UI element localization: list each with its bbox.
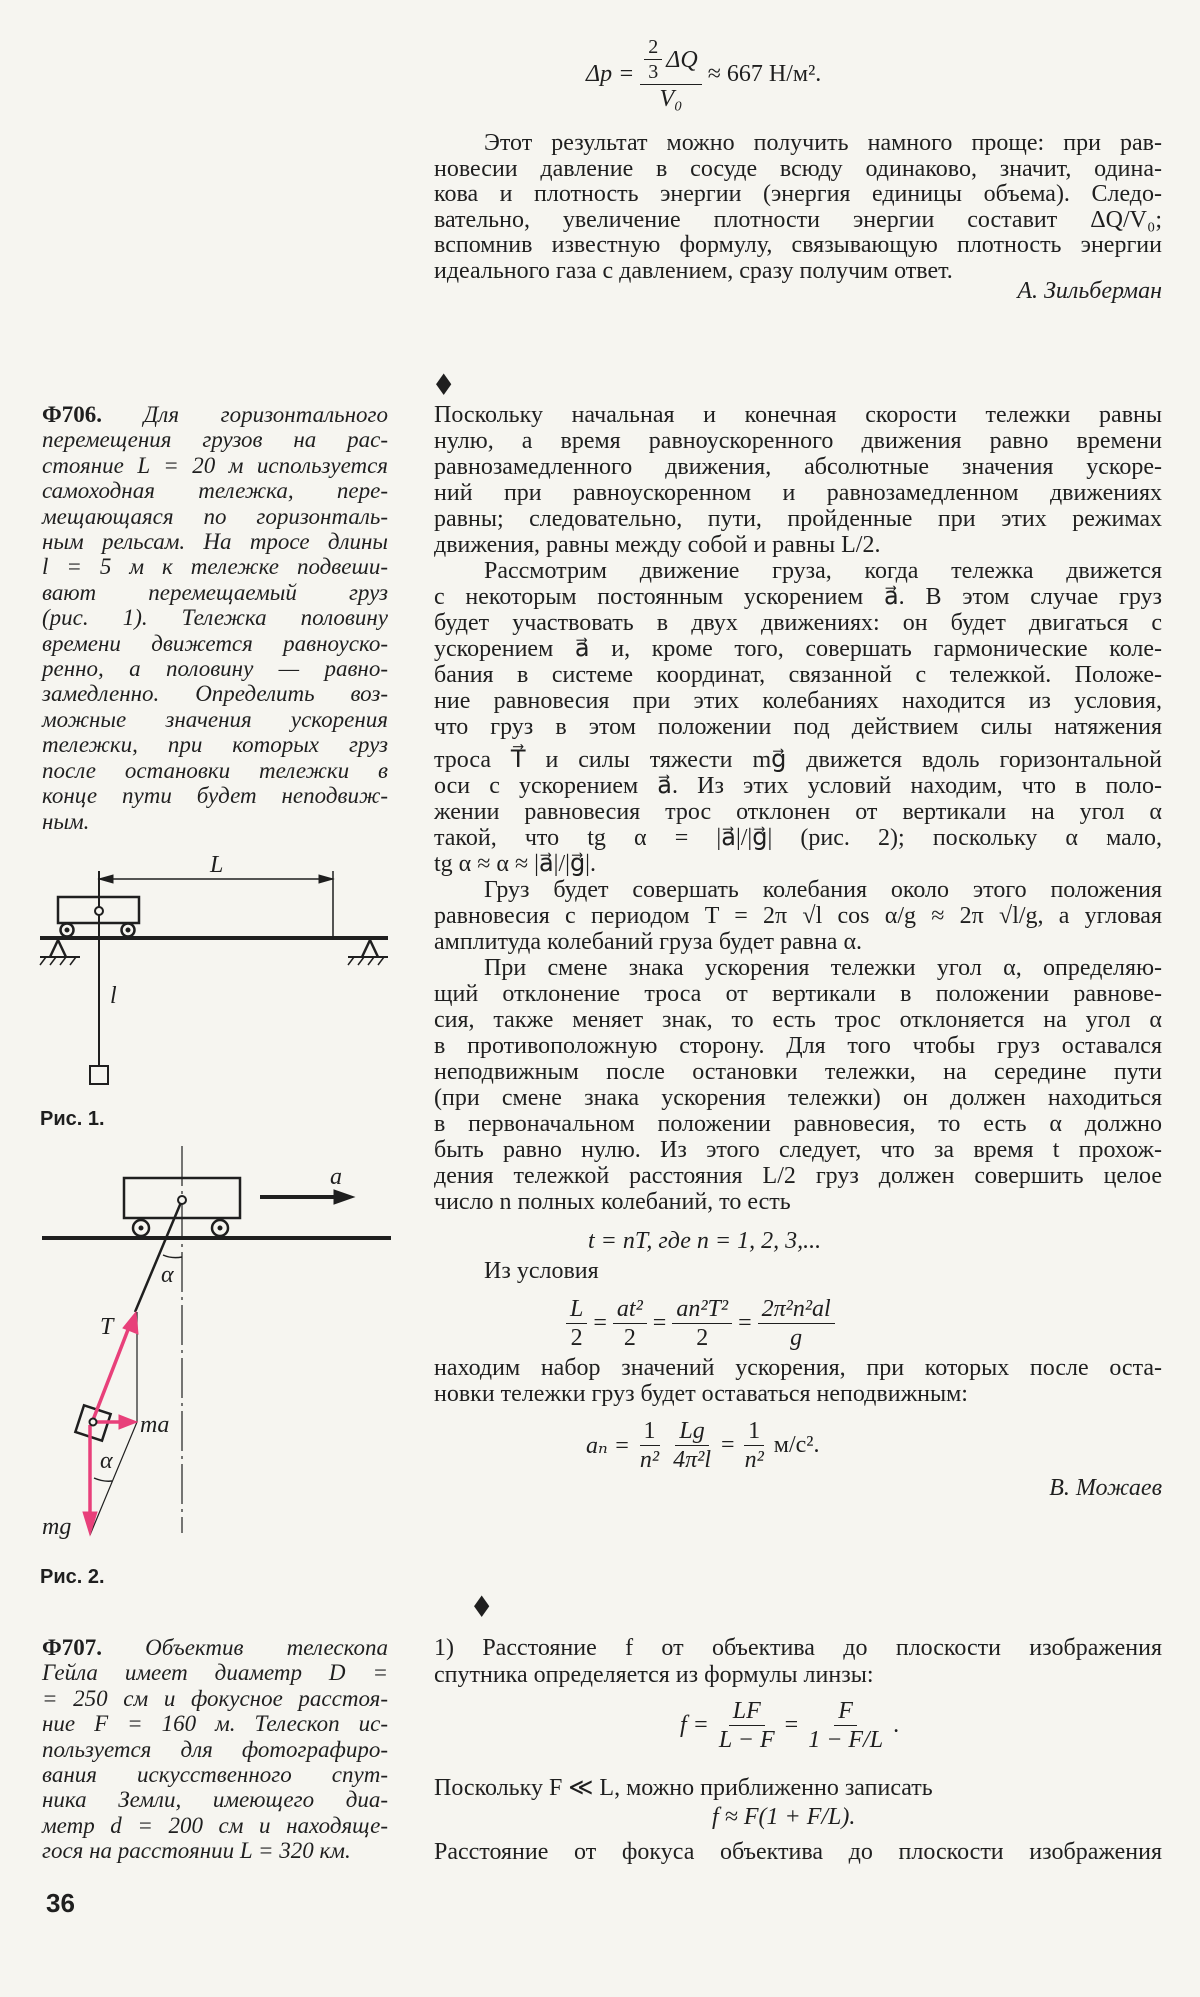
text-line-content: ускорением a⃗ и, кроме того, совершать гармонические коле-	[434, 636, 1162, 662]
text-line	[42, 1635, 388, 1660]
text-line-content: конце пути будет неподвиж-	[42, 783, 388, 809]
text-line	[434, 1189, 1162, 1215]
text-line-content: самоходная тележка, пере-	[42, 478, 388, 504]
text-line-content: пользуется для фотографиро-	[42, 1736, 388, 1762]
text-line-content: Поскольку F ≪ L, можно приближенно записать	[434, 1775, 933, 1801]
text-line	[434, 532, 1162, 558]
page-number: 36	[46, 1888, 75, 1918]
label-l: l	[110, 983, 117, 1009]
figures	[0, 0, 420, 1600]
text-line	[434, 480, 1162, 506]
text-line-content: троса T⃗ и силы тяжести mg⃗ движется вдоль горизонтальной	[434, 747, 1162, 773]
diamond-icon: ◆	[474, 1589, 490, 1621]
text-line	[434, 955, 1162, 981]
diamond-icon: ◆	[436, 367, 452, 399]
text-line	[434, 1137, 1162, 1163]
text-line-content: Этот результат можно получить намного проще: при рав-	[484, 130, 1162, 156]
text-line	[434, 157, 1162, 183]
text-line-content: ника Земли, имеющего диа-	[42, 1787, 388, 1813]
text-line	[42, 1737, 388, 1762]
problem-number: Ф706.	[42, 402, 103, 427]
text-line	[434, 1007, 1162, 1033]
text-line-content: ние равновесия при этих колебаниях находится из условия,	[434, 688, 1162, 714]
text-line-content: нулю, а время равноускоренного движения равно времени	[434, 428, 1162, 454]
text-line-content: быть равно нулю. Из этого следует, что за время t прохож-	[434, 1137, 1162, 1163]
text-line-content: перемещения грузов на рас-	[42, 427, 388, 453]
text-line-content: вают перемещаемый груз	[42, 579, 388, 605]
text-line	[434, 233, 1162, 259]
text-line-content: равнозамедленного движения, абсолютные значения ускоре-	[434, 454, 1162, 480]
text-line	[42, 1762, 388, 1787]
figure-2	[42, 1146, 391, 1535]
text-line-content: ренно, а половину — равно-	[42, 656, 388, 682]
text-line	[434, 1635, 1162, 1662]
text-line-content: При смене знака ускорения тележки угол α, определяю-	[484, 955, 1162, 981]
solution-707-text	[434, 1635, 1162, 1689]
text-line-content: неподвижным после остановки тележки, на середине пути	[434, 1059, 1162, 1085]
text-line-content: Для горизонтального	[102, 402, 388, 427]
text-line-content: движения, равны между собой и равны L/2.	[434, 532, 881, 558]
text-line	[434, 851, 1162, 877]
text-line-content: дения тележкой расстояния L/2 груз должен совершить целое	[434, 1163, 1162, 1189]
text-line	[434, 1085, 1162, 1111]
text-line	[434, 877, 1162, 903]
text-line	[434, 1662, 1162, 1689]
text-line	[42, 1711, 388, 1736]
text-line-content: жении равновесия трос отклонен от вертикали на угол α	[434, 799, 1162, 825]
text-line-content: будет участвовать в двух движениях: он будет двигаться с	[434, 610, 1162, 636]
text-line	[434, 714, 1162, 740]
formula-a-n: aₙ = $\frac{1}{\text{n²}}$ $\frac{Lg}{\text{4π²l}}$ = $\frac{1}{\text{n²}}$ м/с².	[586, 1418, 820, 1473]
text-line	[434, 428, 1162, 454]
text-line-content: что груз в этом положении под действием силы натяжения	[434, 714, 1162, 740]
text-line-content: замедленно. Определить воз-	[42, 681, 388, 707]
text-line-content: (при смене знака ускорения тележки) он должен находиться	[434, 1085, 1162, 1111]
text-line	[434, 1839, 1162, 1865]
text-line-content: tg α ≈ α ≈ |a⃗|/|g⃗|.	[434, 851, 596, 877]
text-line	[434, 1775, 1162, 1801]
text-line-content: Поскольку начальная и конечная скорости тележки равны	[434, 402, 1162, 428]
text-line-content: новесии давление в сосуде всюду одинаково, значит, одина-	[434, 155, 1162, 182]
solution-706-text	[434, 402, 1162, 1215]
text-line	[42, 1686, 388, 1711]
label-alpha-top: α	[161, 1262, 174, 1288]
text-line	[434, 662, 1162, 688]
label-a-vector: a⃗	[330, 1164, 361, 1190]
figure-1	[40, 871, 388, 1084]
solution-707-text-2	[434, 1775, 1162, 1801]
text-line-content: новки тележки груз будет оставаться неподвижным:	[434, 1381, 968, 1407]
label-T-vector: T⃗	[100, 1314, 133, 1340]
text-line	[42, 1787, 388, 1812]
text-line	[434, 584, 1162, 610]
text-line	[434, 799, 1162, 825]
text-line-content: Объектив телескопа	[102, 1635, 388, 1660]
text-line-content: амплитуда колебаний груза будет равна α.	[434, 929, 863, 955]
result-706-text	[434, 1355, 1162, 1407]
text-line-content: вспомнив известную формулу, связывающую плотность энергии	[434, 232, 1162, 259]
text-line-content: в противоположную сторону. Для того чтобы груз оставался	[434, 1033, 1162, 1059]
text-line-content: Груз будет совершать колебания около этого положения	[484, 877, 1162, 903]
text-line-content: после остановки тележки в	[42, 757, 388, 783]
text-line	[434, 131, 1162, 157]
text-line	[434, 773, 1162, 799]
text-line	[42, 1660, 388, 1685]
text-line-content: стояние L = 20 м используется	[42, 452, 388, 478]
text-line	[434, 747, 1162, 773]
text-line-content: (рис. 1). Тележка половину	[42, 605, 388, 631]
text-line-content: в первоначальном положении равновесия, то есть α должно	[434, 1111, 1162, 1137]
text-line-content: = 250 см и фокусное расстоя-	[42, 1685, 388, 1711]
text-line	[434, 610, 1162, 636]
text-line	[434, 825, 1162, 851]
text-line	[434, 903, 1162, 929]
condition-label: Из условия	[484, 1258, 599, 1284]
text-line-content: равновесия с периодом T = 2π √l cos α/g ≈ 2π √l/g, а угловая	[434, 903, 1162, 929]
caption-fig-2: Рис. 2.	[40, 1566, 105, 1588]
text-line	[434, 1381, 1162, 1407]
text-line	[434, 636, 1162, 662]
text-line-content: ний при равноускоренном и равнозамедленном движениях	[434, 480, 1162, 506]
text-line	[434, 182, 1162, 208]
text-line-content: щий отклонение троса от вертикали в положении равнове-	[434, 981, 1162, 1007]
text-line	[434, 506, 1162, 532]
text-line	[434, 688, 1162, 714]
text-line-content: мещающаяся по горизонталь-	[42, 503, 388, 529]
text-line	[434, 208, 1162, 234]
text-line-content: число n полных колебаний, то есть	[434, 1189, 791, 1215]
text-line	[434, 981, 1162, 1007]
text-line	[42, 1813, 388, 1838]
text-line	[434, 454, 1162, 480]
author-zilberman: А. Зильберман	[1017, 278, 1162, 304]
text-line-content: времени движется равноуско-	[42, 630, 388, 656]
text-line	[42, 1838, 388, 1863]
text-line-content: l = 5 м к тележке подвеши-	[42, 554, 388, 580]
text-line-content: кова и плотность энергии (энергия единицы объема). Следо-	[434, 181, 1162, 208]
text-line	[434, 929, 1162, 955]
text-line-content: находим набор значений ускорения, при которых после оста-	[434, 1355, 1162, 1381]
text-line-content: ным рельсам. На тросе длины	[42, 529, 388, 555]
text-line	[434, 1059, 1162, 1085]
text-line-content: Гейла имеет диаметр D =	[42, 1660, 388, 1686]
text-line	[434, 1355, 1162, 1381]
label-ma-vector: ma⃗	[140, 1412, 188, 1438]
text-line-content: гося на расстоянии L = 320 км.	[42, 1838, 351, 1864]
problem-number: Ф707.	[42, 1635, 103, 1660]
formula-f: f = $\frac{LF}{L - F}$ = $\frac{F}{1 - F/L}$ .	[680, 1698, 900, 1753]
caption-fig-1: Рис. 1.	[40, 1108, 105, 1130]
label-alpha-bottom: α	[100, 1448, 113, 1474]
text-line-content: Расстояние от фокуса объектива до плоскости изображения	[434, 1839, 1162, 1865]
text-line	[434, 1163, 1162, 1189]
text-line	[434, 1111, 1162, 1137]
formula-t-nT: t = nT, где n = 1, 2, 3,...	[588, 1228, 822, 1254]
solution-707-text-3	[434, 1839, 1162, 1865]
text-line-content: бания в системе координат, связанной с тележкой. Положе-	[434, 662, 1162, 688]
text-line-content: тележки, при которых груз	[42, 732, 388, 758]
text-line-content: вания искусственного спут-	[42, 1762, 388, 1788]
label-mg-vector: mg⃗	[42, 1514, 90, 1540]
text-line-content: метр d = 200 см и находяще-	[42, 1812, 388, 1838]
text-line	[434, 558, 1162, 584]
text-line-content: ным.	[42, 808, 90, 834]
text-line-content: вательно, увеличение плотности энергии составит ΔQ/V₀;	[434, 206, 1162, 233]
problem-707-text	[42, 1635, 388, 1864]
paragraph-top	[434, 131, 1162, 285]
text-line-content: оси с ускорением a⃗. Из этих условий находим, что в поло-	[434, 773, 1162, 799]
text-line-content: такой, что tg α = |a⃗|/|g⃗| (рис. 2); поскольку α мало,	[434, 825, 1162, 851]
text-line-content: спутника определяется из формулы линзы:	[434, 1662, 874, 1688]
text-line-content: равны; следовательно, пути, пройденные при этих режимах	[434, 506, 1162, 532]
text-line-content: 1) Расстояние f от объектива до плоскости изображения	[434, 1635, 1162, 1661]
label-L: L	[210, 852, 224, 878]
text-line-content: с некоторым постоянным ускорением a⃗. В этом случае груз	[434, 584, 1162, 610]
text-line-content: ние F = 160 м. Телескоп ис-	[42, 1711, 388, 1737]
text-line	[434, 402, 1162, 428]
text-line-content: Рассмотрим движение груза, когда тележка движется	[484, 558, 1162, 584]
text-line	[434, 1033, 1162, 1059]
formula-L-half: $\frac{L}{2}$ = $\frac{\text{at²}}{2}$ = $\frac{\text{an²T²}}{2}$ = $\frac{\text{2π²n²al}}{g}$	[566, 1296, 835, 1351]
text-line-content: можные значения ускорения	[42, 706, 388, 732]
author-mozhaev: В. Можаев	[1049, 1475, 1162, 1501]
formula-f-approx: f ≈ F(1 + F/L).	[712, 1804, 856, 1830]
text-line-content: идеального газа с давлением, сразу получим ответ.	[434, 257, 953, 284]
formula-delta-p: Δp = $\frac{2}{3}$ ΔQ V₀ ≈ 667 Н/м².	[586, 36, 822, 112]
text-line-content: сия, также меняет знак, то есть трос отклоняется на угол α	[434, 1007, 1162, 1033]
